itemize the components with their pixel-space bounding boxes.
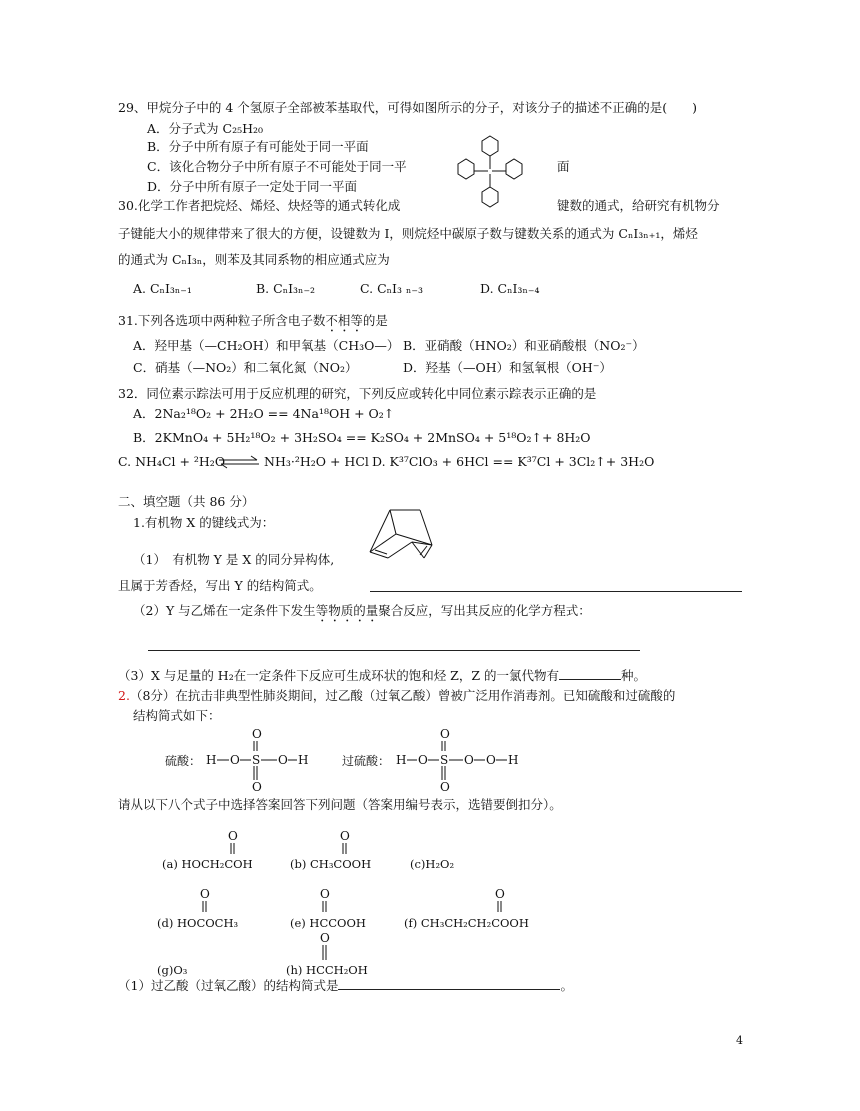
carbonyl-f bbox=[493, 888, 507, 914]
q31-option-c: C．硝基（—NO₂）和二氧化氮（NO₂） bbox=[133, 360, 358, 375]
persulfuric-label: 过硫酸： bbox=[342, 754, 391, 768]
svg-text:H: H bbox=[396, 753, 407, 767]
svg-text:O: O bbox=[228, 829, 238, 843]
svg-text:O: O bbox=[320, 931, 330, 945]
q30-option-b: B. CₙI₃ₙ₋₂ bbox=[256, 281, 316, 296]
q31-option-d: D．羟基（—OH）和氢氧根（OH⁻） bbox=[403, 360, 612, 375]
sec2-q1-part3: （3）X 与足量的 H₂在一定条件下反应可生成环状的饱和烃 Z，Z 的一氯代物有 种。 bbox=[118, 668, 647, 683]
page-number: 4 bbox=[736, 1034, 743, 1047]
q30-line3: 的通式为 CₙI₃ₙ，则苯及其同系物的相应通式应为 bbox=[118, 252, 390, 267]
q30-option-d: D. CₙI₃ₙ₋₄ bbox=[480, 281, 540, 296]
q32-option-d: D. K³⁷ClO₃ + 6HCl == K³⁷Cl + 3Cl₂↑+ 3H₂O bbox=[372, 454, 655, 469]
q31-option-b: B．亚硝酸（HNO₂）和亚硝酸根（NO₂⁻） bbox=[403, 338, 645, 353]
carbonyl-a bbox=[226, 830, 240, 856]
q29-option-c: C．该化合物分子中所有原子不可能处于同一平 bbox=[147, 159, 407, 174]
q31-stem: 31.下列各选项中两种粒子所含电子数不相等的是 bbox=[118, 313, 388, 328]
option-c: (c)H₂O₂ bbox=[410, 857, 455, 871]
svg-text:H: H bbox=[508, 753, 519, 767]
option-e: (e) HCCOOH bbox=[290, 916, 366, 930]
svg-text:O: O bbox=[495, 887, 505, 901]
q2-sub1: （1）过乙酸（过氧乙酸）的结构简式是 。 bbox=[118, 978, 573, 993]
svg-text:O: O bbox=[200, 887, 210, 901]
sulfuric-acid-structure bbox=[200, 726, 310, 796]
q29-option-a: A．分子式为 C₂₅H₂₀ bbox=[147, 121, 264, 136]
svg-text:S: S bbox=[440, 753, 449, 767]
carbonyl-b bbox=[338, 830, 352, 856]
q2-instructions: 请从以下八个式子中选择答案回答下列问题（答案用编号表示，选错要倒扣分）。 bbox=[118, 797, 562, 812]
svg-text:O: O bbox=[230, 753, 240, 767]
q30-line1: 30.化学工作者把烷烃、烯烃、炔烃等的通式转化成 bbox=[118, 198, 401, 213]
equilibrium-arrow-icon bbox=[217, 455, 261, 469]
sulfuric-label: 硫酸： bbox=[165, 754, 202, 768]
q29-option-c-tail: 面 bbox=[557, 159, 570, 174]
option-g: (g)O₃ bbox=[157, 963, 188, 977]
svg-text:O: O bbox=[278, 753, 288, 767]
svg-text:H: H bbox=[298, 753, 309, 767]
q29-stem: 29、甲烷分子中的 4 个氢原子全部被苯基取代，可得如图所示的分子，对该分子的描述不正确的是( ) bbox=[118, 100, 698, 115]
svg-text:O: O bbox=[252, 780, 262, 794]
q30-option-c: C. CₙI₃ ₙ₋₃ bbox=[360, 281, 423, 296]
svg-text:O: O bbox=[252, 727, 262, 741]
carbonyl-d bbox=[198, 888, 212, 914]
q2-stem-2: 结构简式如下： bbox=[133, 708, 221, 723]
svg-text:O: O bbox=[418, 753, 428, 767]
q31-option-a: A．羟甲基（—CH₂OH）和甲氧基（CH₃O—） bbox=[133, 338, 400, 353]
sec2-q1-part1b: 且属于芳香烃，写出 Y 的结构简式。 bbox=[118, 578, 322, 593]
svg-text:O: O bbox=[440, 727, 450, 741]
q32-option-b: B．2KMnO₄ + 5H₂¹⁸O₂ + 3H₂SO₄ == K₂SO₄ + 2MnSO₄ + 5¹⁸O₂↑+ 8H₂O bbox=[133, 430, 591, 445]
option-h: (h) HCCH₂OH bbox=[286, 963, 368, 977]
svg-text:O: O bbox=[440, 780, 450, 794]
option-f: (f) CH₃CH₂CH₂COOH bbox=[404, 916, 529, 930]
q32-option-a: A．2Na₂¹⁸O₂ + 2H₂O == 4Na¹⁸OH + O₂↑ bbox=[133, 406, 395, 421]
section2-title: 二、填空题（共 86 分） bbox=[118, 494, 255, 509]
svg-text:H: H bbox=[206, 753, 217, 767]
carbonyl-h bbox=[318, 932, 332, 962]
svg-text:O: O bbox=[464, 753, 474, 767]
q30-line1-tail: 键数的通式，给研究有机物分 bbox=[557, 198, 720, 213]
option-b: (b) CH₃COOH bbox=[290, 857, 372, 871]
answer-blank-y[interactable] bbox=[370, 578, 742, 592]
svg-text:O: O bbox=[320, 887, 330, 901]
option-d: (d) HOCOCH₃ bbox=[157, 916, 239, 930]
q29-option-b: B．分子中所有原子有可能处于同一平面 bbox=[147, 139, 369, 154]
svg-text:O: O bbox=[486, 753, 496, 767]
answer-blank-equation[interactable] bbox=[148, 637, 640, 651]
option-a: (a) HOCH₂COH bbox=[162, 857, 253, 871]
answer-blank-peracetic[interactable] bbox=[338, 976, 560, 990]
q2-stem: 2.（8分）在抗击非典型性肺炎期间，过乙酸（过氧乙酸）曾被广泛用作消毒剂。已知硫酸和过硫酸的 bbox=[118, 688, 676, 703]
q32-stem: 32．同位素示踪法可用于反应机理的研究，下列反应或转化中同位素示踪表示正确的是 bbox=[118, 386, 597, 401]
svg-text:O: O bbox=[340, 829, 350, 843]
svg-text:S: S bbox=[252, 753, 261, 767]
tetraphenylmethane-structure bbox=[440, 130, 540, 220]
q30-option-a: A. CₙI₃ₙ₋₁ bbox=[133, 281, 192, 296]
q30-line2: 子键能大小的规律带来了很大的方便，设键数为 I，则烷烃中碳原子数与键数关系的通式为 CₙI₃ₙ₊₁，烯烃 bbox=[118, 226, 698, 241]
carbonyl-e bbox=[318, 888, 332, 914]
q32-option-c: C. NH₄Cl + ²H₂O bbox=[118, 454, 226, 469]
answer-blank-count[interactable] bbox=[559, 666, 621, 680]
bicyclic-structure bbox=[362, 500, 442, 565]
sec2-q1-stem: 1.有机物 X 的键线式为： bbox=[133, 515, 275, 530]
q32-option-c-right: NH₃·²H₂O + HCl bbox=[264, 454, 369, 469]
persulfuric-acid-structure bbox=[390, 726, 520, 796]
q29-option-d: D．分子中所有原子一定处于同一平面 bbox=[147, 179, 358, 194]
sec2-q1-part2: （2）Y 与乙烯在一定条件下发生等物质的量聚合反应，写出其反应的化学方程式： bbox=[133, 603, 591, 618]
sec2-q1-part1a: （1） 有机物 Y 是 X 的同分异构体, bbox=[133, 552, 335, 567]
